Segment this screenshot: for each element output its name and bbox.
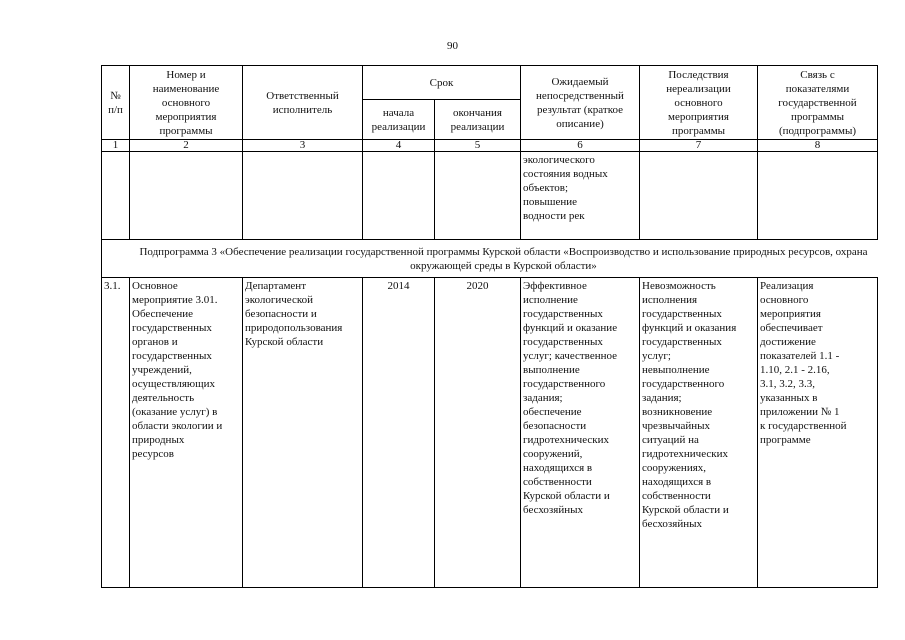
column-number: 4 <box>363 140 435 152</box>
header-col-num: № п/п <box>102 66 130 140</box>
header-col-name: Номер и наименование основного мероприятия программы <box>130 66 243 140</box>
table-row <box>102 278 878 588</box>
measure-name: Основное мероприятие 3.01. Обеспечение государственных органов и государственных учреждений, осуществляющих деятельность (оказание услуг) в области экологии и природных ресурсов <box>130 278 243 588</box>
header-col-term: Срок <box>363 66 521 100</box>
empty-cell <box>640 152 758 240</box>
header-row-1 <box>102 66 878 100</box>
start-year: 2014 <box>363 278 435 588</box>
responsible-executor: Департамент экологической безопасности и природопользования Курской области <box>243 278 363 588</box>
column-number: 1 <box>102 140 130 152</box>
subprogram-title: Подпрограмма 3 «Обеспечение реализации государственной программы Курской области «Воспроизводство и использование природных ресурсов, охрана окружающей среды в Курской области» <box>130 240 878 278</box>
empty-cell <box>758 152 878 240</box>
column-number: 7 <box>640 140 758 152</box>
header-col-consequences: Последствия нереализации основного мероприятия программы <box>640 66 758 140</box>
continuation-result-cell: экологического состояния водных объектов; повышение водности рек <box>521 152 640 240</box>
column-number: 6 <box>521 140 640 152</box>
column-number: 5 <box>435 140 521 152</box>
column-number: 2 <box>130 140 243 152</box>
header-col-start: начала реализации <box>363 100 435 140</box>
continuation-row <box>102 152 878 240</box>
indicator-link: Реализация основного мероприятия обеспечивает достижение показателей 1.1 - 1.10, 2.1 - 2.16, 3.1, 3.2, 3.3, указанных в приложении № 1 к государственной программе <box>758 278 878 588</box>
column-number: 3 <box>243 140 363 152</box>
empty-cell <box>243 152 363 240</box>
column-numbers-row <box>102 140 878 152</box>
non-implementation-consequences: Невозможность исполнения государственных функций и оказания государственных услуг; невыполнение государственного задания; возникновение чрезвычайных ситуаций на гидротехнических сооружениях, находящихся в собственности Курской области и бесхозяйных <box>640 278 758 588</box>
header-col-end: окончания реализации <box>435 100 521 140</box>
column-number: 8 <box>758 140 878 152</box>
row-number: 3.1. <box>102 278 130 588</box>
subprogram-row <box>102 240 878 278</box>
empty-cell <box>435 152 521 240</box>
program-measures-table <box>101 65 878 588</box>
empty-cell <box>102 152 130 240</box>
end-year: 2020 <box>435 278 521 588</box>
empty-cell <box>363 152 435 240</box>
page-number: 90 <box>447 40 458 52</box>
header-col-executor: Ответственный исполнитель <box>243 66 363 140</box>
expected-result: Эффективное исполнение государственных функций и оказание государственных услуг; качественное выполнение государственного задания; обеспечение безопасности гидротехнических сооружений, находящихся в собственности Курской области и бесхозяйных <box>521 278 640 588</box>
header-col-link: Связь с показателями государственной программы (подпрограммы) <box>758 66 878 140</box>
empty-cell <box>102 240 130 278</box>
header-col-result: Ожидаемый непосредственный результат (краткое описание) <box>521 66 640 140</box>
empty-cell <box>130 152 243 240</box>
